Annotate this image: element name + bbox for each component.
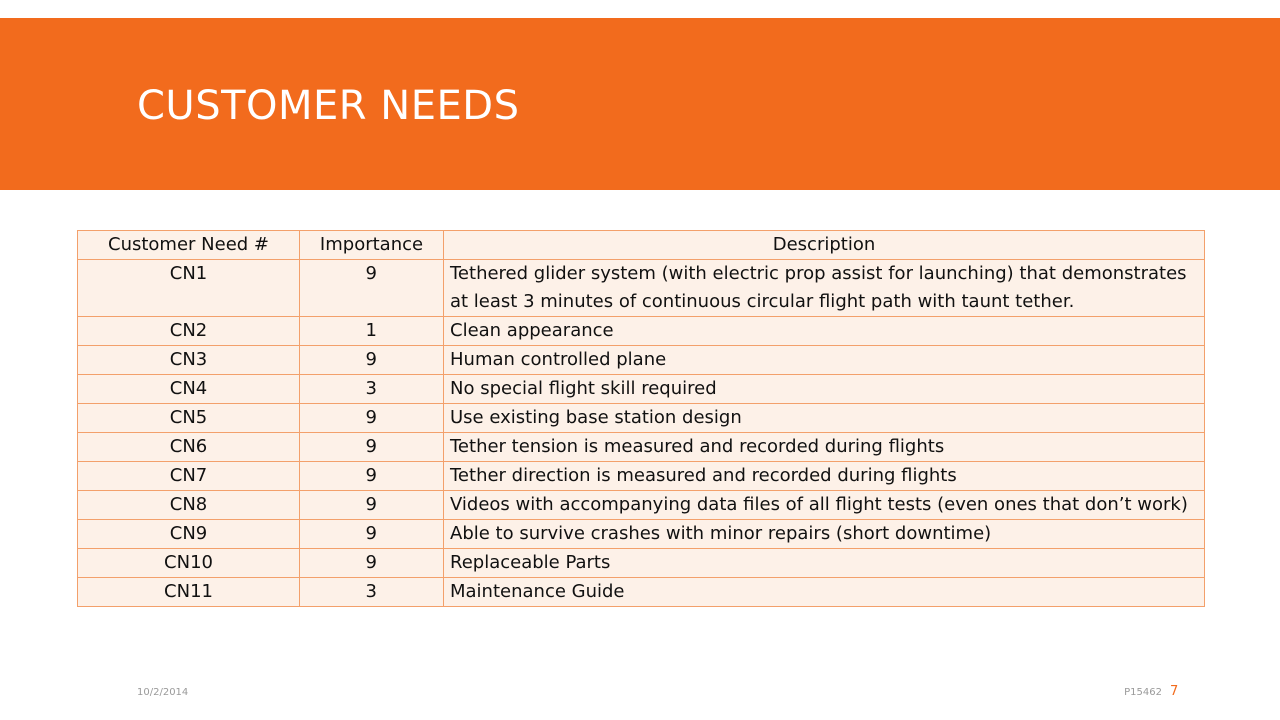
- need-importance: 9: [300, 346, 444, 375]
- page-number: 7: [1170, 684, 1179, 699]
- need-id: CN11: [78, 578, 300, 607]
- need-id: CN7: [78, 462, 300, 491]
- need-importance: 9: [300, 404, 444, 433]
- need-description: Human controlled plane: [444, 346, 1205, 375]
- need-id: CN8: [78, 491, 300, 520]
- need-description: Use existing base station design: [444, 404, 1205, 433]
- need-importance: 9: [300, 260, 444, 317]
- need-importance: 9: [300, 491, 444, 520]
- table-row: [78, 578, 1205, 607]
- table-row: [78, 346, 1205, 375]
- table-row: [78, 520, 1205, 549]
- need-description: No special flight skill required: [444, 375, 1205, 404]
- need-description: Tethered glider system (with electric prop assist for launching) that demonstrates at least 3 minutes of continuous circular flight path with taunt tether.: [444, 260, 1205, 317]
- need-importance: 9: [300, 520, 444, 549]
- need-id: CN9: [78, 520, 300, 549]
- need-importance: 9: [300, 462, 444, 491]
- header-customer-need: Customer Need #: [78, 231, 300, 260]
- footer-project-code: P15462: [1124, 687, 1162, 698]
- need-importance: 3: [300, 578, 444, 607]
- table-row: [78, 260, 1205, 317]
- need-id: CN5: [78, 404, 300, 433]
- header-description: Description: [444, 231, 1205, 260]
- need-importance: 9: [300, 433, 444, 462]
- table-row: [78, 433, 1205, 462]
- table-row: [78, 462, 1205, 491]
- need-id: CN1: [78, 260, 300, 317]
- need-description: Videos with accompanying data files of all flight tests (even ones that don’t work): [444, 491, 1205, 520]
- need-id: CN10: [78, 549, 300, 578]
- need-description: Tether direction is measured and recorded during flights: [444, 462, 1205, 491]
- table-row: [78, 404, 1205, 433]
- header-importance: Importance: [300, 231, 444, 260]
- table-row: [78, 491, 1205, 520]
- table-row: [78, 375, 1205, 404]
- slide-title: CUSTOMER NEEDS: [137, 83, 520, 129]
- footer-date: 10/2/2014: [137, 687, 189, 698]
- need-description: Tether tension is measured and recorded during flights: [444, 433, 1205, 462]
- need-id: CN4: [78, 375, 300, 404]
- need-description: Able to survive crashes with minor repairs (short downtime): [444, 520, 1205, 549]
- need-id: CN2: [78, 317, 300, 346]
- need-description: Maintenance Guide: [444, 578, 1205, 607]
- need-importance: 9: [300, 549, 444, 578]
- need-id: CN3: [78, 346, 300, 375]
- need-importance: 3: [300, 375, 444, 404]
- table-row: [78, 549, 1205, 578]
- table-row: [78, 317, 1205, 346]
- customer-needs-table: [77, 230, 1205, 607]
- need-id: CN6: [78, 433, 300, 462]
- need-description: Clean appearance: [444, 317, 1205, 346]
- need-description: Replaceable Parts: [444, 549, 1205, 578]
- need-importance: 1: [300, 317, 444, 346]
- table-header-row: [78, 231, 1205, 260]
